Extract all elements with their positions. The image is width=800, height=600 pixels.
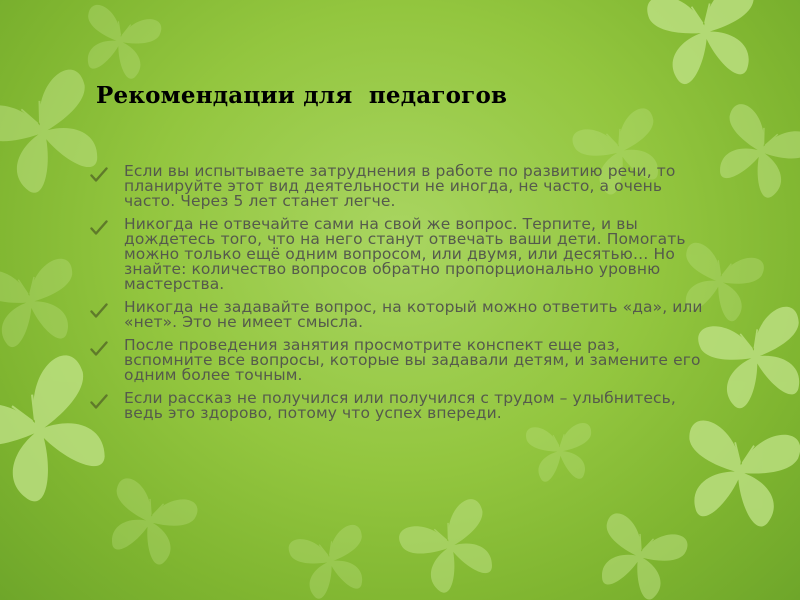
list-item	[88, 391, 708, 421]
list-item-text: Если рассказ не получился или получился с трудом – улыбнитесь, ведь это здорово, потому что успех впереди.	[124, 389, 676, 422]
list-item-text: Если вы испытываете затруднения в работе по развитию речи, то планируйте этот вид деятельности не иногда, не часто, а очень часто. Через 5 лет станет легче.	[124, 162, 676, 210]
list-item	[88, 300, 708, 330]
recommendations-list	[88, 164, 708, 429]
checkmark-icon	[90, 394, 108, 410]
butterfly-shape	[695, 304, 800, 414]
list-item	[88, 217, 708, 292]
butterfly-shape	[587, 511, 690, 600]
butterfly-shape	[525, 422, 595, 483]
butterfly-shape	[0, 257, 83, 351]
checkmark-icon	[90, 303, 108, 319]
butterfly-shape	[75, 3, 163, 83]
checkmark-icon	[90, 220, 108, 236]
butterfly-shape	[287, 523, 375, 600]
list-item-text: Никогда не отвечайте сами на свой же вопрос. Терпите, и вы дождетесь того, что на него станут отвечать ваши дети. Помогать можно только ещё одним вопросом, или двумя, или десятью… Но знайте: количество вопросов обратно пропорционально уровню мастерства.	[124, 215, 686, 293]
slide-title: Рекомендации для педагогов	[96, 82, 508, 109]
checkmark-icon	[90, 341, 108, 357]
butterfly-shape	[97, 476, 200, 571]
butterfly-shape	[645, 0, 766, 88]
butterfly-shape	[676, 418, 800, 531]
list-item-text: Никогда не задавайте вопрос, на который можно ответить «да», или «нет». Это не имеет смысла.	[124, 298, 703, 331]
list-item	[88, 338, 708, 383]
list-item	[88, 164, 708, 209]
list-item-text: После проведения занятия просмотрите конспект еще раз, вспомните все вопросы, которые вы задавали детям, и замените его одним более точным.	[124, 336, 701, 384]
checkmark-icon	[90, 167, 108, 183]
butterfly-shape	[396, 496, 508, 600]
butterfly-shape	[704, 101, 800, 206]
